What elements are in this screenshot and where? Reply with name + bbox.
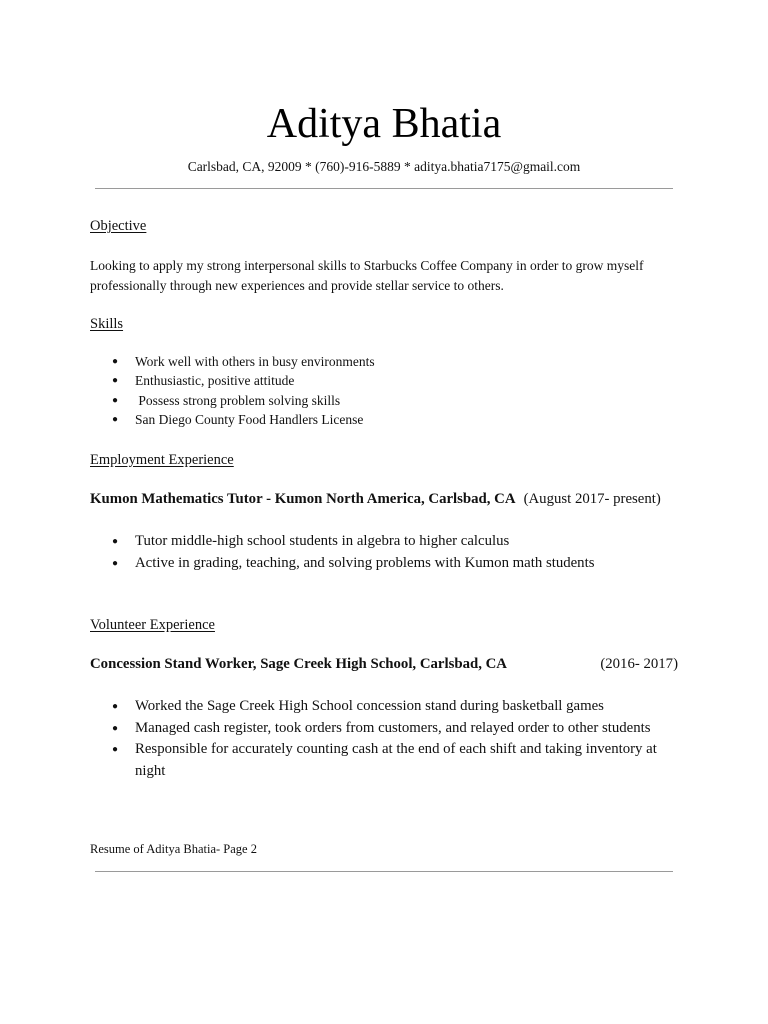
list-item [90, 352, 650, 371]
skill-text: Enthusiastic, positive attitude [135, 373, 295, 389]
candidate-name: Aditya Bhatia [266, 101, 502, 147]
duty-text: Managed cash register, took orders from customers, and relayed order to other students [135, 719, 651, 736]
bullet-icon: ● [112, 744, 119, 755]
bullet-icon: ● [112, 557, 119, 569]
volunteer-duties-list [90, 696, 680, 782]
employment-job-line [90, 489, 678, 509]
volunteer-job-line [90, 654, 678, 674]
volunteer-job-dates: (2016- 2017) [600, 656, 678, 672]
skill-text: Work well with others in busy environments [135, 354, 375, 369]
duty-text: Active in grading, teaching, and solving problems with Kumon math students [135, 554, 595, 571]
duty-text: Responsible for accurately counting cash at the end of each shift and taking inventory at night [135, 741, 657, 779]
list-item [90, 371, 650, 390]
list-item [90, 391, 650, 410]
bullet-icon: ● [112, 356, 119, 367]
list-item [90, 410, 650, 429]
footer-divider [95, 871, 673, 872]
skills-heading: Skills [90, 316, 124, 332]
bullet-icon: ● [112, 375, 119, 387]
objective-heading: Objective [90, 218, 147, 234]
duty-text: Tutor middle-high school students in algebra to higher calculus [135, 533, 510, 549]
bullet-icon: ● [112, 413, 119, 425]
employment-job-dates: (August 2017- present) [523, 491, 661, 507]
bullet-icon: ● [112, 536, 119, 547]
employment-duties-list [90, 531, 680, 574]
duty-text: Worked the Sage Creek High School concession stand during basketball games [135, 698, 604, 714]
bullet-icon: ● [112, 701, 119, 712]
bullet-icon: ● [112, 394, 119, 406]
list-item [90, 718, 680, 740]
bullet-icon: ● [112, 722, 119, 734]
list-item [90, 553, 680, 575]
employment-heading: Employment Experience [90, 452, 234, 468]
contact-line: Carlsbad, CA, 92009 * (760)-916-5889 * aditya.bhatia7175@gmail.com [187, 159, 581, 174]
skill-text: San Diego County Food Handlers License [135, 411, 364, 427]
volunteer-job-title: Concession Stand Worker, Sage Creek High School, Carlsbad, CA [90, 656, 507, 672]
skills-list [90, 352, 650, 429]
list-item [90, 739, 680, 782]
list-item [90, 696, 680, 718]
volunteer-heading: Volunteer Experience [90, 617, 215, 633]
list-item [90, 531, 680, 553]
objective-text: Looking to apply my strong interpersonal skills to Starbucks Coffee Company in order to grow myself professionally through new experiences and provide stellar service to others. [90, 258, 644, 293]
header-divider [95, 188, 673, 189]
skill-text: Possess strong problem solving skills [135, 392, 341, 408]
employment-job-title: Kumon Mathematics Tutor - Kumon North America, Carlsbad, CA [90, 491, 516, 507]
page-footer: Resume of Aditya Bhatia- Page 2 [90, 842, 257, 856]
